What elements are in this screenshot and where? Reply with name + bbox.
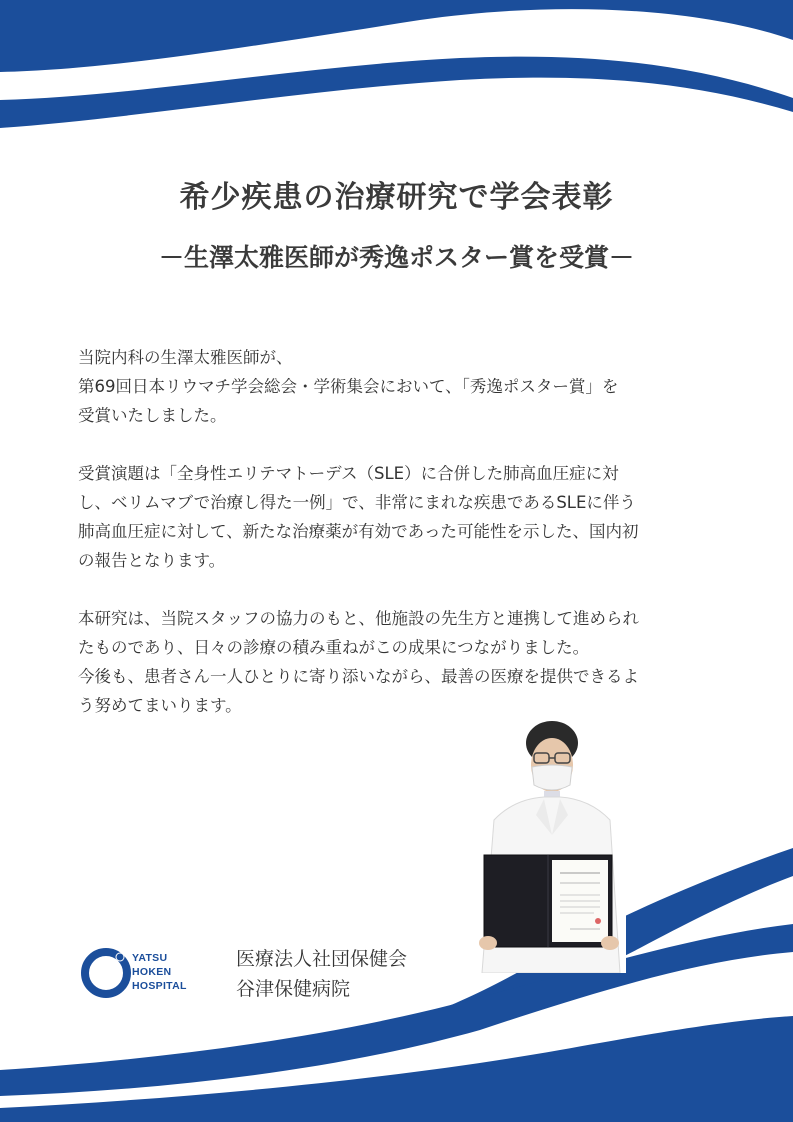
logo-wordmark — [132, 951, 187, 993]
logo-line: HOSPITAL — [132, 980, 187, 992]
text-line: 肺高血圧症に対して、新たな治療薬が有効であった可能性を示した、国内初 — [78, 522, 639, 541]
text-line: 当院内科の生澤太雅医師が、 — [78, 348, 293, 367]
logo-ring-icon — [80, 946, 134, 1000]
paragraph-2 — [78, 459, 718, 575]
text-line: たものであり、日々の診療の積み重ねがこの成果につながりました。 — [78, 638, 590, 657]
logo-line: YATSU — [132, 952, 168, 964]
paragraph-1 — [78, 343, 718, 430]
org-line-hospital: 谷津保健病院 — [236, 978, 351, 1000]
text-line: 受賞演題は「全身性エリテマトーデス（SLE）に合併した肺高血圧症に対 — [78, 464, 619, 483]
article-body — [78, 343, 718, 749]
hospital-logo — [80, 946, 190, 1002]
face-mask — [532, 765, 572, 790]
text-line: し、ベリムマブで治療し得た一例」で、非常にまれな疾患であるSLEに伴う — [78, 493, 636, 512]
award-photo — [474, 715, 626, 973]
top-wave-main — [0, 0, 793, 72]
page-title: 希少疾患の治療研究で学会表彰 — [179, 180, 614, 215]
text-line: の報告となります。 — [78, 551, 226, 570]
paragraph-3 — [78, 604, 718, 720]
logo-line: HOKEN — [132, 966, 172, 978]
page-subtitle: －生澤太雅医師が秀逸ポスター賞を受賞－ — [158, 243, 634, 272]
text-line: う努めてまいります。 — [78, 696, 242, 715]
org-line-corporation: 医療法人社団保健会 — [236, 948, 408, 970]
text-line: 今後も、患者さん一人ひとりに寄り添いながら、最善の医療を提供できるよ — [78, 667, 639, 686]
organization-name — [236, 944, 407, 1004]
text-line: 第69回日本リウマチ学会総会・学術集会において、「秀逸ポスター賞」を — [78, 377, 619, 396]
text-line: 本研究は、当院スタッフの協力のもと、他施設の先生方と連携して進められ — [78, 609, 639, 628]
top-wave-stripe — [0, 57, 793, 128]
text-line: 受賞いたしました。 — [78, 406, 227, 425]
